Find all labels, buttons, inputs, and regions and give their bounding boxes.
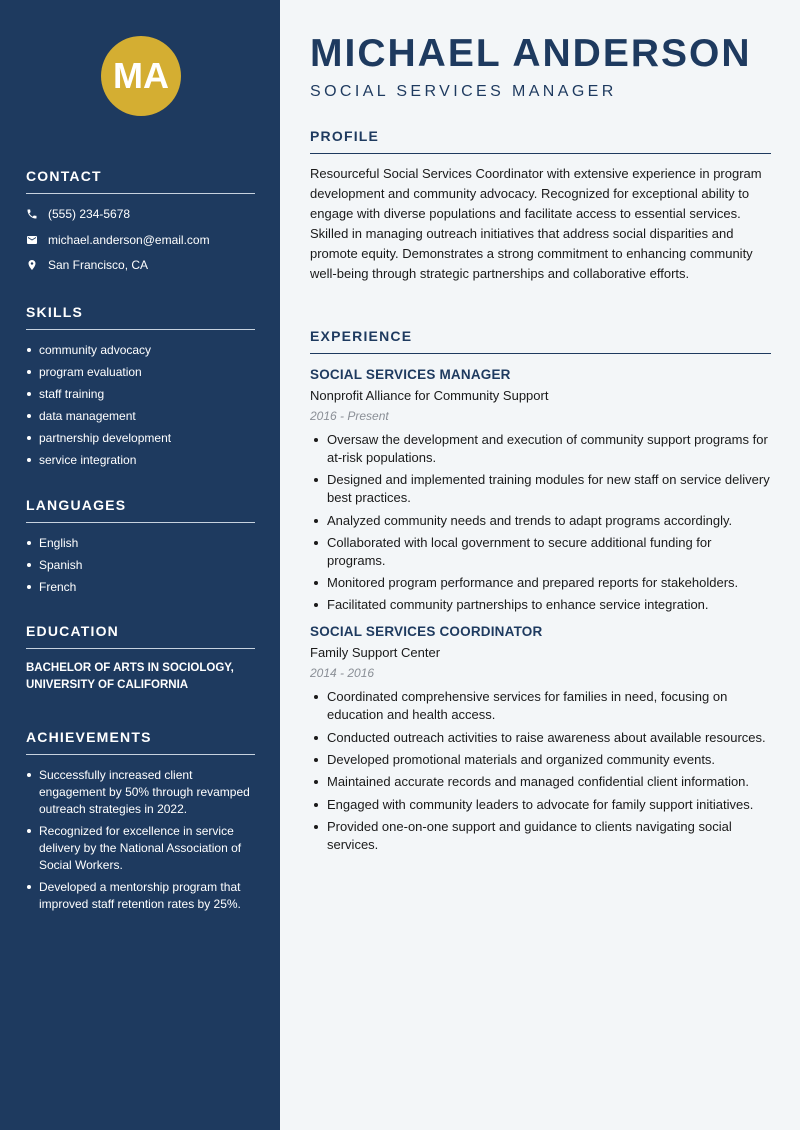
achievement-item: Successfully increased client engagement by 50% through revamped outreach strategies in 2022. (26, 767, 255, 818)
experience-section (310, 328, 771, 858)
skill-item: service integration (26, 452, 255, 468)
skill-item: community advocacy (26, 342, 255, 358)
education-section (26, 623, 255, 694)
achievements-section (26, 729, 255, 918)
contact-phone (26, 205, 255, 223)
education-school-line: UNIVERSITY OF CALIFORNIA (26, 679, 189, 691)
job-dates: 2016 - Present (310, 409, 389, 423)
profile-heading: PROFILE (310, 128, 771, 154)
job-entry (310, 624, 771, 853)
phone-icon (26, 208, 38, 220)
achievements-list (26, 767, 255, 913)
job-bullet: Provided one-on-one support and guidance to clients navigating social services. (310, 818, 771, 854)
job-bullet: Monitored program performance and prepared reports for stakeholders. (310, 574, 771, 592)
skills-list (26, 342, 255, 468)
profile-section (310, 128, 771, 285)
job-bullets (310, 431, 771, 614)
job-bullet: Developed promotional materials and organized community events. (310, 751, 771, 769)
language-item: French (26, 579, 255, 595)
achievements-heading: ACHIEVEMENTS (26, 729, 255, 755)
education-degree (26, 660, 255, 694)
job-title: SOCIAL SERVICES MANAGER (310, 367, 511, 382)
job-bullets (310, 688, 771, 853)
location-text: San Francisco, CA (48, 258, 149, 272)
job-company: Nonprofit Alliance for Community Support (310, 388, 549, 403)
languages-list (26, 535, 255, 595)
language-item: Spanish (26, 557, 255, 573)
education-heading: EDUCATION (26, 623, 255, 649)
sidebar (0, 0, 280, 1130)
contact-section (26, 168, 255, 282)
job-bullet: Conducted outreach activities to raise awareness about available resources. (310, 729, 771, 747)
languages-heading: LANGUAGES (26, 497, 255, 523)
candidate-name: MICHAEL ANDERSON (310, 32, 752, 75)
email-text: michael.anderson@email.com (48, 232, 210, 247)
job-bullet: Designed and implemented training modules for new staff on service delivery best practices. (310, 471, 771, 507)
education-degree-line: BACHELOR OF ARTS IN SOCIOLOGY, (26, 662, 234, 674)
contact-location (26, 256, 255, 274)
avatar: MA (101, 36, 181, 116)
job-bullet: Collaborated with local government to secure additional funding for programs. (310, 534, 771, 570)
skill-item: staff training (26, 386, 255, 402)
main-content (280, 0, 800, 1130)
candidate-title: SOCIAL SERVICES MANAGER (310, 83, 617, 100)
job-bullet: Coordinated comprehensive services for families in need, focusing on education and health access. (310, 688, 771, 724)
job-company: Family Support Center (310, 645, 441, 661)
languages-section (26, 497, 255, 601)
skills-section (26, 304, 255, 474)
phone-text: (555) 234-5678 (48, 207, 131, 221)
job-bullet: Facilitated community partnerships to enhance service integration. (310, 596, 771, 614)
language-item: English (26, 535, 255, 551)
job-entry (310, 367, 771, 614)
skills-heading: SKILLS (26, 304, 255, 330)
job-bullet: Engaged with community leaders to advocate for family support initiatives. (310, 796, 771, 814)
contact-heading: CONTACT (26, 168, 255, 194)
job-dates: 2014 - 2016 (310, 666, 375, 681)
email-icon (26, 234, 38, 246)
job-bullet: Oversaw the development and execution of community support programs for at-risk populations. (310, 431, 771, 467)
job-title: SOCIAL SERVICES COORDINATOR (310, 624, 543, 640)
job-bullet: Analyzed community needs and trends to adapt programs accordingly. (310, 512, 771, 530)
skill-item: program evaluation (26, 364, 255, 380)
profile-summary: Resourceful Social Services Coordinator with extensive experience in program development and community advocacy. Recognized for exceptional ability to engage with diverse populations and facilitate access to essential services. Skilled in managing outreach initiatives that address social disparities and promote equity. Demonstrates a strong commitment to enhancing community well-being through strategic partnerships and collaborative efforts. (310, 166, 762, 282)
experience-heading: EXPERIENCE (310, 328, 771, 354)
achievement-item: Recognized for excellence in service delivery by the National Association of Social Workers. (26, 823, 255, 874)
skill-item: partnership development (26, 430, 255, 446)
location-pin-icon (26, 259, 38, 271)
contact-email (26, 231, 255, 249)
job-bullet: Maintained accurate records and managed confidential client information. (310, 773, 771, 791)
achievement-item: Developed a mentorship program that improved staff retention rates by 25%. (26, 879, 255, 913)
skill-item: data management (26, 408, 255, 424)
